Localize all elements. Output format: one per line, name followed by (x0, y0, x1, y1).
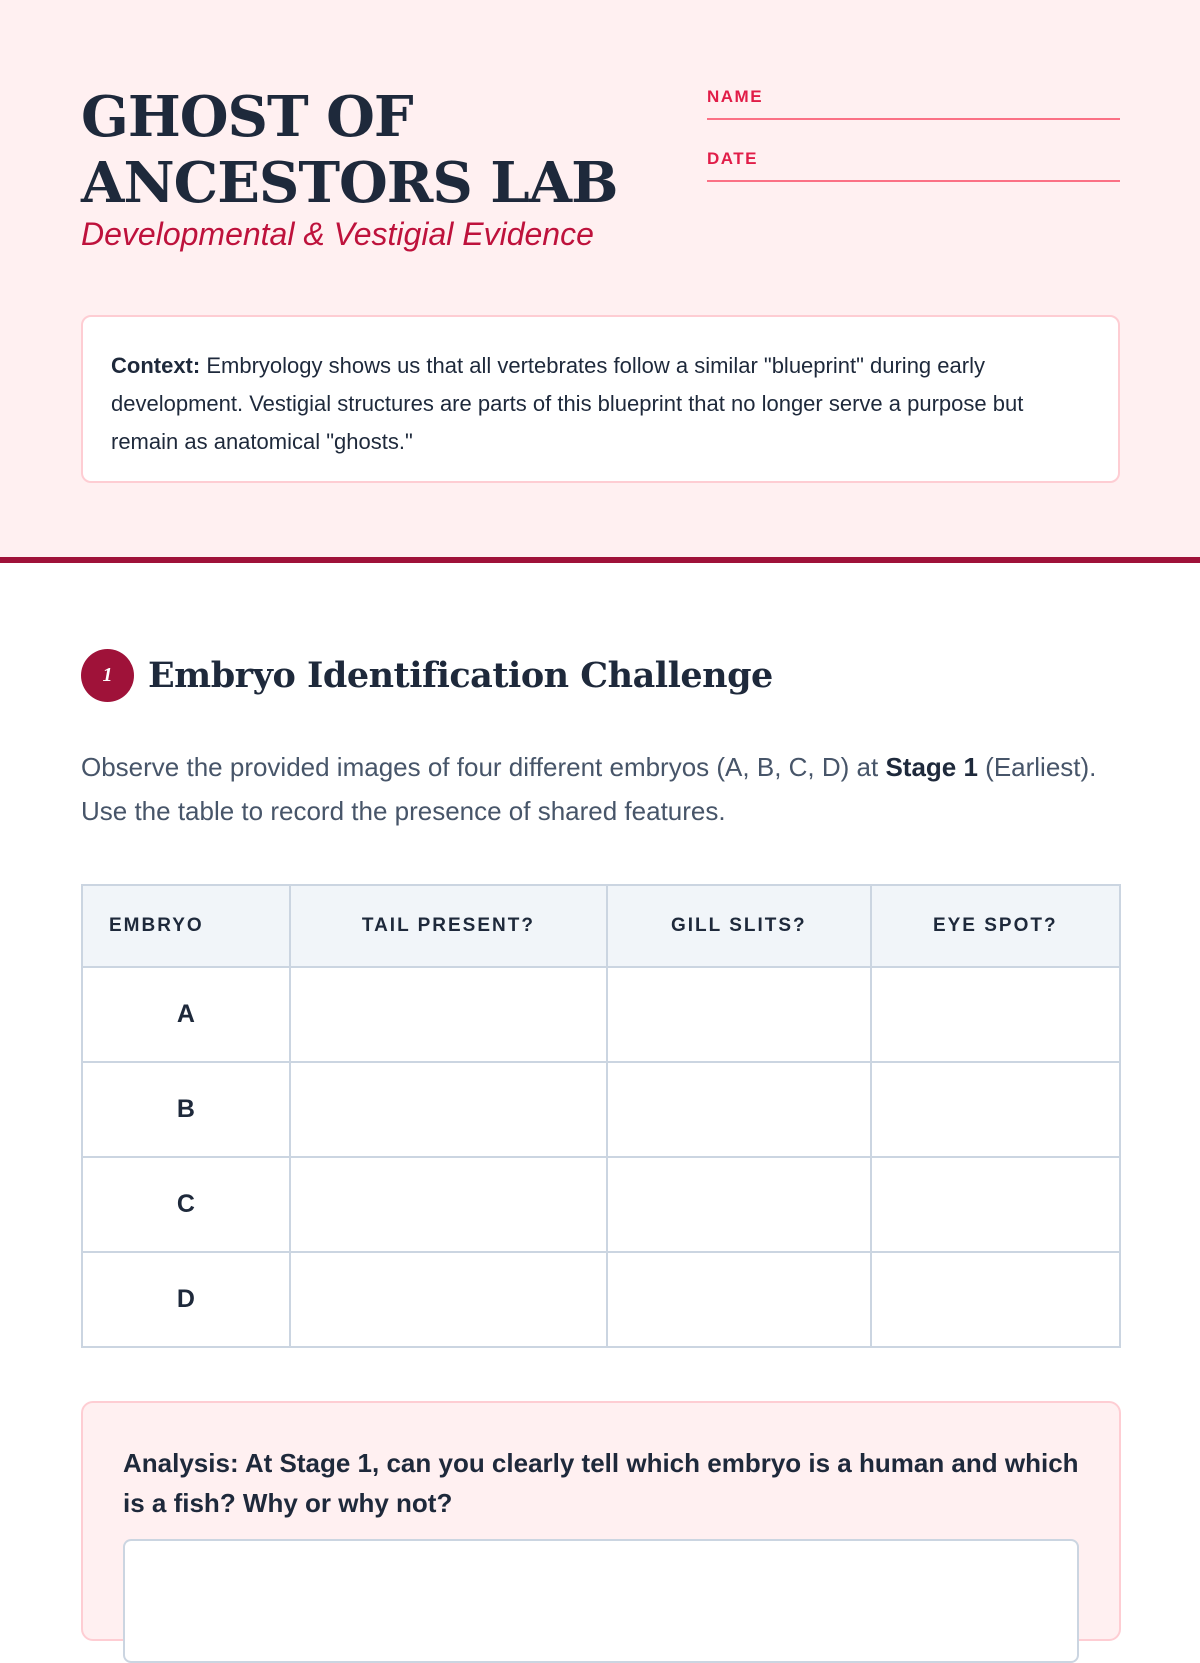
row-label: B (82, 1062, 290, 1157)
section-1-heading (81, 649, 773, 702)
tail-cell[interactable] (290, 1157, 607, 1252)
gill-cell[interactable] (607, 1062, 870, 1157)
header-tail: TAIL PRESENT? (290, 885, 607, 967)
table-row (82, 1062, 1120, 1157)
tail-cell[interactable] (290, 1252, 607, 1347)
eye-cell[interactable] (871, 1062, 1120, 1157)
analysis-answer-box[interactable] (123, 1539, 1079, 1663)
instructions-stage: Stage 1 (885, 752, 978, 782)
name-field[interactable] (707, 86, 1120, 120)
worksheet-subtitle: Developmental & Vestigial Evidence (81, 216, 594, 252)
date-field[interactable] (707, 148, 1120, 182)
context-label: Context: (111, 353, 201, 378)
gill-cell[interactable] (607, 1252, 870, 1347)
instructions-text-2: (Earliest). Use the table to record the presence of shared features. (81, 752, 1097, 826)
table-row (82, 1157, 1120, 1252)
section-instructions (81, 745, 1121, 833)
instructions-text-1: Observe the provided images of four different embryos (A, B, C, D) at (81, 752, 886, 782)
table-row (82, 1252, 1120, 1347)
table-header-row (82, 885, 1120, 967)
eye-cell[interactable] (871, 1157, 1120, 1252)
tail-cell[interactable] (290, 1062, 607, 1157)
context-box (81, 315, 1120, 483)
eye-cell[interactable] (871, 967, 1120, 1062)
eye-cell[interactable] (871, 1252, 1120, 1347)
header-embryo: EMBRYO (82, 885, 290, 967)
analysis-box (81, 1401, 1121, 1641)
tail-cell[interactable] (290, 967, 607, 1062)
row-label: A (82, 967, 290, 1062)
gill-cell[interactable] (607, 967, 870, 1062)
date-label: DATE (707, 149, 759, 168)
name-label: NAME (707, 87, 764, 106)
title-line-1: GHOST OF (81, 84, 413, 150)
worksheet-title (81, 84, 681, 216)
worksheet-header (0, 0, 1200, 563)
section-title: Embryo Identification Challenge (148, 655, 773, 696)
context-text: Embryology shows us that all vertebrates follow a similar "blueprint" during early development. Vestigial structures are parts of this blueprint that no longer serve a purpose but remain as anatomical "ghosts." (111, 353, 1024, 454)
row-label: C (82, 1157, 290, 1252)
table-row (82, 967, 1120, 1062)
header-eye: EYE SPOT? (871, 885, 1120, 967)
section-number-badge: 1 (81, 649, 134, 702)
gill-cell[interactable] (607, 1157, 870, 1252)
embryo-table (81, 884, 1121, 1348)
title-line-2: ANCESTORS LAB (81, 150, 618, 216)
header-gill: GILL SLITS? (607, 885, 870, 967)
analysis-question: Analysis: At Stage 1, can you clearly tell which embryo is a human and which is a fish? Why or why not? (123, 1448, 1079, 1518)
row-label: D (82, 1252, 290, 1347)
